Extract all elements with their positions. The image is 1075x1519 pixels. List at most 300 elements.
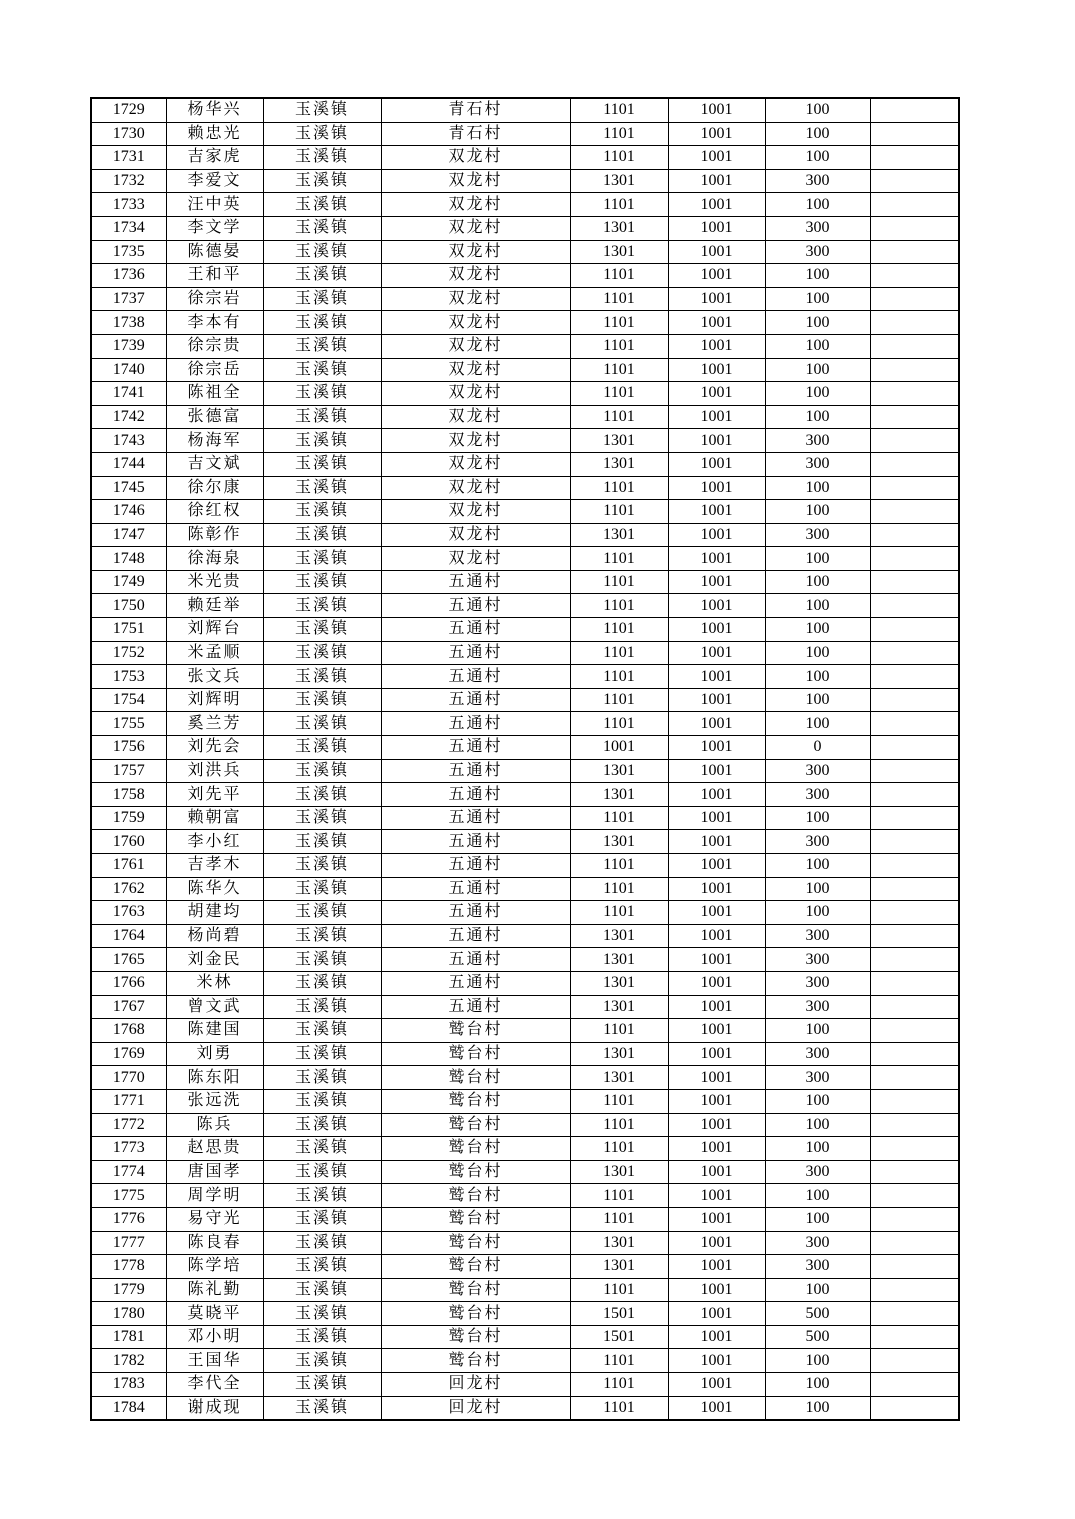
- serial-number-cell: 1754: [91, 688, 166, 712]
- code-cell: 1001: [668, 1231, 765, 1255]
- serial-number-cell: 1770: [91, 1066, 166, 1090]
- amount-cell: 100: [765, 1349, 870, 1373]
- code-cell: 1001: [668, 476, 765, 500]
- table-row: [91, 547, 959, 571]
- name-cell: 张文兵: [166, 665, 263, 689]
- note-cell: [870, 169, 959, 193]
- name-cell: 米孟顺: [166, 641, 263, 665]
- code-cell: 1501: [570, 1302, 668, 1326]
- table-row: [91, 1255, 959, 1279]
- note-cell: [870, 1255, 959, 1279]
- code-cell: 1001: [668, 1042, 765, 1066]
- table-row: [91, 476, 959, 500]
- table-row: [91, 1089, 959, 1113]
- note-cell: [870, 1349, 959, 1373]
- amount-cell: 300: [765, 429, 870, 453]
- amount-cell: 100: [765, 854, 870, 878]
- code-cell: 1001: [668, 995, 765, 1019]
- code-cell: 1001: [668, 1066, 765, 1090]
- note-cell: [870, 783, 959, 807]
- note-cell: [870, 1160, 959, 1184]
- name-cell: 谢成现: [166, 1396, 263, 1420]
- table-row: [91, 429, 959, 453]
- town-cell: 玉溪镇: [263, 98, 381, 122]
- code-cell: 1001: [668, 1325, 765, 1349]
- village-cell: 五通村: [381, 830, 570, 854]
- code-cell: 1301: [570, 1042, 668, 1066]
- code-cell: 1301: [570, 1255, 668, 1279]
- table-row: [91, 948, 959, 972]
- code-cell: 1001: [668, 948, 765, 972]
- village-cell: 双龙村: [381, 169, 570, 193]
- code-cell: 1101: [570, 334, 668, 358]
- town-cell: 玉溪镇: [263, 877, 381, 901]
- serial-number-cell: 1737: [91, 287, 166, 311]
- note-cell: [870, 287, 959, 311]
- code-cell: 1001: [668, 1207, 765, 1231]
- serial-number-cell: 1744: [91, 452, 166, 476]
- code-cell: 1301: [570, 1160, 668, 1184]
- serial-number-cell: 1769: [91, 1042, 166, 1066]
- note-cell: [870, 240, 959, 264]
- note-cell: [870, 122, 959, 146]
- table-row: [91, 311, 959, 335]
- table-row: [91, 901, 959, 925]
- village-cell: 五通村: [381, 665, 570, 689]
- code-cell: 1101: [570, 311, 668, 335]
- town-cell: 玉溪镇: [263, 641, 381, 665]
- serial-number-cell: 1760: [91, 830, 166, 854]
- village-cell: 双龙村: [381, 264, 570, 288]
- name-cell: 周学明: [166, 1184, 263, 1208]
- table-row: [91, 830, 959, 854]
- table-body: [91, 98, 959, 1420]
- name-cell: 陈礼勤: [166, 1278, 263, 1302]
- code-cell: 1101: [570, 1278, 668, 1302]
- note-cell: [870, 665, 959, 689]
- name-cell: 张远洗: [166, 1089, 263, 1113]
- code-cell: 1001: [668, 1396, 765, 1420]
- serial-number-cell: 1741: [91, 382, 166, 406]
- name-cell: 刘先平: [166, 783, 263, 807]
- village-cell: 双龙村: [381, 429, 570, 453]
- village-cell: 双龙村: [381, 476, 570, 500]
- code-cell: 1101: [570, 1113, 668, 1137]
- note-cell: [870, 948, 959, 972]
- serial-number-cell: 1774: [91, 1160, 166, 1184]
- name-cell: 杨华兴: [166, 98, 263, 122]
- note-cell: [870, 1042, 959, 1066]
- town-cell: 玉溪镇: [263, 901, 381, 925]
- village-cell: 五通村: [381, 783, 570, 807]
- name-cell: 张德富: [166, 405, 263, 429]
- name-cell: 吉文斌: [166, 452, 263, 476]
- name-cell: 刘先会: [166, 736, 263, 760]
- amount-cell: 300: [765, 216, 870, 240]
- village-cell: 鹫台村: [381, 1184, 570, 1208]
- town-cell: 玉溪镇: [263, 1278, 381, 1302]
- code-cell: 1101: [570, 1349, 668, 1373]
- amount-cell: 100: [765, 146, 870, 170]
- code-cell: 1101: [570, 570, 668, 594]
- name-cell: 李爱文: [166, 169, 263, 193]
- code-cell: 1101: [570, 901, 668, 925]
- code-cell: 1001: [668, 570, 765, 594]
- town-cell: 玉溪镇: [263, 169, 381, 193]
- table-row: [91, 1231, 959, 1255]
- code-cell: 1001: [668, 264, 765, 288]
- code-cell: 1001: [668, 924, 765, 948]
- amount-cell: 300: [765, 971, 870, 995]
- serial-number-cell: 1779: [91, 1278, 166, 1302]
- code-cell: 1301: [570, 452, 668, 476]
- name-cell: 王和平: [166, 264, 263, 288]
- amount-cell: 100: [765, 98, 870, 122]
- town-cell: 玉溪镇: [263, 830, 381, 854]
- serial-number-cell: 1761: [91, 854, 166, 878]
- town-cell: 玉溪镇: [263, 1066, 381, 1090]
- serial-number-cell: 1757: [91, 759, 166, 783]
- serial-number-cell: 1775: [91, 1184, 166, 1208]
- town-cell: 玉溪镇: [263, 264, 381, 288]
- village-cell: 鹫台村: [381, 1231, 570, 1255]
- table-row: [91, 452, 959, 476]
- name-cell: 刘辉台: [166, 618, 263, 642]
- table-row: [91, 98, 959, 122]
- code-cell: 1001: [668, 311, 765, 335]
- amount-cell: 100: [765, 264, 870, 288]
- town-cell: 玉溪镇: [263, 1396, 381, 1420]
- note-cell: [870, 311, 959, 335]
- amount-cell: 300: [765, 1066, 870, 1090]
- note-cell: [870, 712, 959, 736]
- name-cell: 邓小明: [166, 1325, 263, 1349]
- village-cell: 五通村: [381, 948, 570, 972]
- code-cell: 1001: [668, 806, 765, 830]
- amount-cell: 300: [765, 452, 870, 476]
- code-cell: 1101: [570, 688, 668, 712]
- town-cell: 玉溪镇: [263, 1184, 381, 1208]
- code-cell: 1301: [570, 759, 668, 783]
- village-cell: 回龙村: [381, 1396, 570, 1420]
- amount-cell: 500: [765, 1325, 870, 1349]
- code-cell: 1301: [570, 783, 668, 807]
- name-cell: 汪中英: [166, 193, 263, 217]
- table-row: [91, 736, 959, 760]
- serial-number-cell: 1755: [91, 712, 166, 736]
- serial-number-cell: 1762: [91, 877, 166, 901]
- name-cell: 奚兰芳: [166, 712, 263, 736]
- village-cell: 五通村: [381, 688, 570, 712]
- town-cell: 玉溪镇: [263, 971, 381, 995]
- amount-cell: 0: [765, 736, 870, 760]
- town-cell: 玉溪镇: [263, 759, 381, 783]
- table-row: [91, 688, 959, 712]
- code-cell: 1001: [668, 500, 765, 524]
- note-cell: [870, 641, 959, 665]
- serial-number-cell: 1746: [91, 500, 166, 524]
- note-cell: [870, 594, 959, 618]
- serial-number-cell: 1749: [91, 570, 166, 594]
- note-cell: [870, 1184, 959, 1208]
- town-cell: 玉溪镇: [263, 405, 381, 429]
- amount-cell: 300: [765, 1255, 870, 1279]
- code-cell: 1301: [570, 995, 668, 1019]
- code-cell: 1101: [570, 594, 668, 618]
- code-cell: 1001: [668, 1160, 765, 1184]
- code-cell: 1301: [570, 216, 668, 240]
- table-row: [91, 1042, 959, 1066]
- code-cell: 1001: [668, 854, 765, 878]
- name-cell: 赖朝富: [166, 806, 263, 830]
- town-cell: 玉溪镇: [263, 1019, 381, 1043]
- village-cell: 五通村: [381, 570, 570, 594]
- amount-cell: 300: [765, 523, 870, 547]
- town-cell: 玉溪镇: [263, 1325, 381, 1349]
- town-cell: 玉溪镇: [263, 854, 381, 878]
- amount-cell: 100: [765, 476, 870, 500]
- village-cell: 鹫台村: [381, 1349, 570, 1373]
- town-cell: 玉溪镇: [263, 1231, 381, 1255]
- serial-number-cell: 1768: [91, 1019, 166, 1043]
- serial-number-cell: 1733: [91, 193, 166, 217]
- code-cell: 1101: [570, 193, 668, 217]
- table-row: [91, 216, 959, 240]
- note-cell: [870, 547, 959, 571]
- town-cell: 玉溪镇: [263, 570, 381, 594]
- table-row: [91, 1349, 959, 1373]
- serial-number-cell: 1772: [91, 1113, 166, 1137]
- code-cell: 1101: [570, 264, 668, 288]
- code-cell: 1001: [668, 334, 765, 358]
- amount-cell: 300: [765, 995, 870, 1019]
- note-cell: [870, 1019, 959, 1043]
- name-cell: 徐宗贵: [166, 334, 263, 358]
- town-cell: 玉溪镇: [263, 688, 381, 712]
- amount-cell: 500: [765, 1302, 870, 1326]
- name-cell: 莫晓平: [166, 1302, 263, 1326]
- note-cell: [870, 1278, 959, 1302]
- village-cell: 五通村: [381, 995, 570, 1019]
- code-cell: 1001: [668, 98, 765, 122]
- village-cell: 双龙村: [381, 405, 570, 429]
- code-cell: 1001: [668, 452, 765, 476]
- village-cell: 双龙村: [381, 146, 570, 170]
- serial-number-cell: 1735: [91, 240, 166, 264]
- town-cell: 玉溪镇: [263, 618, 381, 642]
- code-cell: 1301: [570, 429, 668, 453]
- town-cell: 玉溪镇: [263, 1137, 381, 1161]
- code-cell: 1101: [570, 1207, 668, 1231]
- amount-cell: 100: [765, 1019, 870, 1043]
- town-cell: 玉溪镇: [263, 334, 381, 358]
- code-cell: 1101: [570, 358, 668, 382]
- serial-number-cell: 1781: [91, 1325, 166, 1349]
- town-cell: 玉溪镇: [263, 429, 381, 453]
- serial-number-cell: 1766: [91, 971, 166, 995]
- amount-cell: 100: [765, 594, 870, 618]
- note-cell: [870, 98, 959, 122]
- serial-number-cell: 1742: [91, 405, 166, 429]
- data-table: [90, 97, 960, 1421]
- table-row: [91, 193, 959, 217]
- code-cell: 1001: [668, 358, 765, 382]
- code-cell: 1001: [668, 736, 765, 760]
- code-cell: 1101: [570, 665, 668, 689]
- name-cell: 刘勇: [166, 1042, 263, 1066]
- name-cell: 李代全: [166, 1373, 263, 1397]
- note-cell: [870, 1137, 959, 1161]
- table-row: [91, 1019, 959, 1043]
- note-cell: [870, 1302, 959, 1326]
- code-cell: 1001: [668, 429, 765, 453]
- amount-cell: 100: [765, 1113, 870, 1137]
- note-cell: [870, 1231, 959, 1255]
- village-cell: 双龙村: [381, 311, 570, 335]
- code-cell: 1001: [668, 240, 765, 264]
- code-cell: 1001: [668, 1302, 765, 1326]
- code-cell: 1001: [668, 1373, 765, 1397]
- code-cell: 1101: [570, 1089, 668, 1113]
- name-cell: 徐海泉: [166, 547, 263, 571]
- amount-cell: 100: [765, 500, 870, 524]
- town-cell: 玉溪镇: [263, 665, 381, 689]
- name-cell: 赵思贵: [166, 1137, 263, 1161]
- town-cell: 玉溪镇: [263, 1302, 381, 1326]
- code-cell: 1301: [570, 240, 668, 264]
- table-row: [91, 618, 959, 642]
- town-cell: 玉溪镇: [263, 594, 381, 618]
- code-cell: 1001: [668, 688, 765, 712]
- name-cell: 赖忠光: [166, 122, 263, 146]
- serial-number-cell: 1784: [91, 1396, 166, 1420]
- name-cell: 曾文武: [166, 995, 263, 1019]
- code-cell: 1001: [668, 641, 765, 665]
- table-row: [91, 1278, 959, 1302]
- amount-cell: 100: [765, 358, 870, 382]
- serial-number-cell: 1765: [91, 948, 166, 972]
- name-cell: 李文学: [166, 216, 263, 240]
- name-cell: 吉孝木: [166, 854, 263, 878]
- village-cell: 双龙村: [381, 382, 570, 406]
- note-cell: [870, 877, 959, 901]
- note-cell: [870, 264, 959, 288]
- village-cell: 五通村: [381, 641, 570, 665]
- name-cell: 吉家虎: [166, 146, 263, 170]
- village-cell: 鹫台村: [381, 1325, 570, 1349]
- serial-number-cell: 1745: [91, 476, 166, 500]
- note-cell: [870, 1396, 959, 1420]
- code-cell: 1101: [570, 877, 668, 901]
- name-cell: 徐宗岳: [166, 358, 263, 382]
- note-cell: [870, 830, 959, 854]
- town-cell: 玉溪镇: [263, 736, 381, 760]
- note-cell: [870, 995, 959, 1019]
- town-cell: 玉溪镇: [263, 122, 381, 146]
- table-row: [91, 854, 959, 878]
- name-cell: 陈建国: [166, 1019, 263, 1043]
- serial-number-cell: 1748: [91, 547, 166, 571]
- code-cell: 1001: [570, 736, 668, 760]
- name-cell: 陈德晏: [166, 240, 263, 264]
- code-cell: 1101: [570, 1019, 668, 1043]
- table-row: [91, 1302, 959, 1326]
- code-cell: 1101: [570, 641, 668, 665]
- note-cell: [870, 759, 959, 783]
- code-cell: 1001: [668, 216, 765, 240]
- town-cell: 玉溪镇: [263, 712, 381, 736]
- town-cell: 玉溪镇: [263, 1207, 381, 1231]
- code-cell: 1001: [668, 1137, 765, 1161]
- serial-number-cell: 1753: [91, 665, 166, 689]
- town-cell: 玉溪镇: [263, 948, 381, 972]
- village-cell: 双龙村: [381, 334, 570, 358]
- amount-cell: 100: [765, 806, 870, 830]
- serial-number-cell: 1778: [91, 1255, 166, 1279]
- table-row: [91, 382, 959, 406]
- town-cell: 玉溪镇: [263, 240, 381, 264]
- table-row: [91, 334, 959, 358]
- name-cell: 陈东阳: [166, 1066, 263, 1090]
- note-cell: [870, 688, 959, 712]
- code-cell: 1001: [668, 712, 765, 736]
- serial-number-cell: 1740: [91, 358, 166, 382]
- note-cell: [870, 1113, 959, 1137]
- note-cell: [870, 405, 959, 429]
- code-cell: 1001: [668, 1255, 765, 1279]
- town-cell: 玉溪镇: [263, 1349, 381, 1373]
- code-cell: 1001: [668, 122, 765, 146]
- serial-number-cell: 1759: [91, 806, 166, 830]
- note-cell: [870, 736, 959, 760]
- amount-cell: 100: [765, 1089, 870, 1113]
- note-cell: [870, 1207, 959, 1231]
- code-cell: 1101: [570, 1373, 668, 1397]
- table-row: [91, 1325, 959, 1349]
- code-cell: 1001: [668, 169, 765, 193]
- village-cell: 鹫台村: [381, 1137, 570, 1161]
- table-row: [91, 971, 959, 995]
- code-cell: 1301: [570, 948, 668, 972]
- name-cell: 王国华: [166, 1349, 263, 1373]
- town-cell: 玉溪镇: [263, 1089, 381, 1113]
- note-cell: [870, 429, 959, 453]
- amount-cell: 100: [765, 1373, 870, 1397]
- code-cell: 1101: [570, 1396, 668, 1420]
- village-cell: 五通村: [381, 901, 570, 925]
- name-cell: 赖廷举: [166, 594, 263, 618]
- serial-number-cell: 1764: [91, 924, 166, 948]
- code-cell: 1101: [570, 712, 668, 736]
- village-cell: 五通村: [381, 971, 570, 995]
- name-cell: 刘洪兵: [166, 759, 263, 783]
- table-row: [91, 1066, 959, 1090]
- amount-cell: 300: [765, 759, 870, 783]
- town-cell: 玉溪镇: [263, 1042, 381, 1066]
- code-cell: 1101: [570, 618, 668, 642]
- code-cell: 1001: [668, 971, 765, 995]
- village-cell: 鹫台村: [381, 1019, 570, 1043]
- town-cell: 玉溪镇: [263, 146, 381, 170]
- serial-number-cell: 1732: [91, 169, 166, 193]
- table-row: [91, 1113, 959, 1137]
- code-cell: 1301: [570, 1231, 668, 1255]
- code-cell: 1101: [570, 122, 668, 146]
- amount-cell: 100: [765, 618, 870, 642]
- serial-number-cell: 1729: [91, 98, 166, 122]
- town-cell: 玉溪镇: [263, 995, 381, 1019]
- town-cell: 玉溪镇: [263, 1255, 381, 1279]
